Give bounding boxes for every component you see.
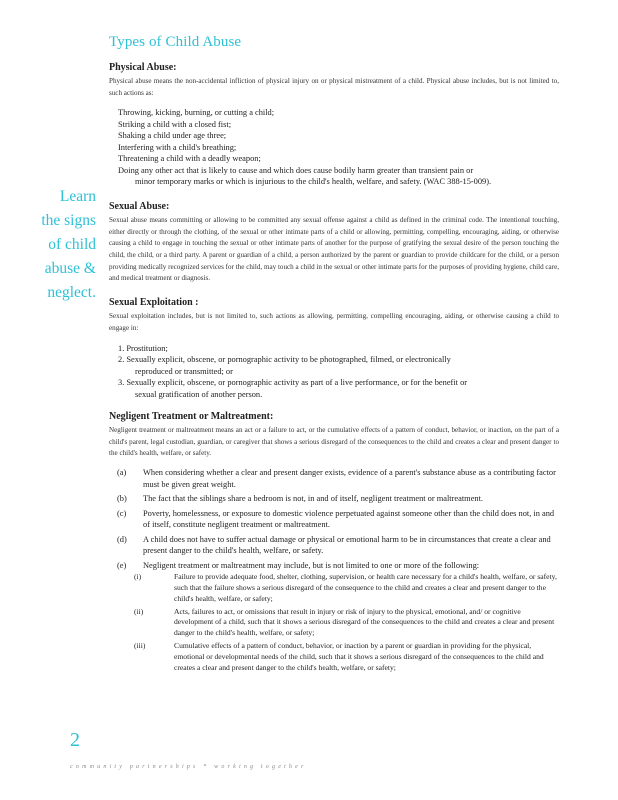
sidebar-line: abuse & <box>44 260 96 277</box>
list-item: Doing any other act that is likely to cause and which does cause bodily harm greater than transient pain or <box>118 165 474 175</box>
footer-tagline: community partnerships * working together <box>70 764 307 770</box>
sidebar-line: Learn <box>59 188 96 205</box>
list-item-continuation: minor temporary marks or which is injurious to the child's health, welfare, and safety. (WAC 388-15-009). <box>135 177 492 187</box>
list-item: Shaking a child under age three; <box>118 131 227 141</box>
list-item <box>109 607 559 639</box>
list-item: 1. Prostitution; <box>118 343 168 353</box>
list-item-text: When considering whether a clear and present danger exists, evidence of a parent's substance abuse as a contributing factor must be given great weight. <box>143 468 556 489</box>
list-item-continuation: reproduced or transmitted; or <box>135 366 233 376</box>
list-item: Striking a child with a closed fist; <box>118 119 232 129</box>
list-item-continuation: sexual gratification of another person. <box>135 389 263 399</box>
sidebar-line: neglect. <box>47 284 96 301</box>
sidebar-line: the signs <box>41 212 96 229</box>
list-item: Throwing, kicking, burning, or cutting a child; <box>118 108 275 118</box>
sexual-abuse-heading: Sexual Abuse: <box>109 200 170 212</box>
list-item-text: Poverty, homelessness, or exposure to domestic violence perpetuated against someone other than the child does not, in and of itself, constitute negligent treatment or maltreatment. <box>143 508 555 530</box>
sidebar-line: of child <box>48 236 96 253</box>
list-item-label: (a) <box>117 468 127 478</box>
list-item <box>109 467 559 490</box>
list-item-label: (i) <box>134 572 142 582</box>
list-item-text: Failure to provide adequate food, shelter, clothing, supervision, or health care necessary for a child's health, welfare, or safety, such that the failure shows a serious disregard of the consequence to the child and creates a clear and present danger to the child's health, welfare, or safety; <box>174 572 557 603</box>
physical-abuse-list <box>118 107 559 188</box>
list-item-text: Cumulative effects of a pattern of conduct, behavior, or inaction by a parent or guardian in providing for the physical, emotional or developmental needs of the child, such that it shows a serious disregard of the consequences to the child and creates a clear and present danger to the child's health, welfare, or safety; <box>174 640 544 672</box>
sexual-exploitation-paragraph: Sexual exploitation includes, but is not limited to, such actions as allowing, permitting, compelling encouraging, aiding, or otherwise causing a child to engage in: <box>109 312 559 332</box>
list-item-text: The fact that the siblings share a bedroom is not, in and of itself, negligent treatment or maltreatment. <box>143 494 484 504</box>
main-content <box>109 62 559 673</box>
list-item-text: A child does not have to suffer actual damage or physical or emotional harm to be in circumstances that create a clear and present danger to the child's health, welfare, or safety. <box>143 534 551 556</box>
list-item <box>109 641 559 673</box>
list-item: 3. Sexually explicit, obscene, or pornographic activity as part of a live performance, or for the benefit or <box>118 378 468 388</box>
list-item <box>109 508 559 531</box>
page-number: 2 <box>70 729 80 751</box>
list-item: 2. Sexually explicit, obscene, or pornographic activity to be photographed, filmed, or electronically <box>118 355 451 365</box>
list-item-text: Acts, failures to act, or omissions that result in injury or risk of injury to the physical, emotional, and/ or cognitive development of a child, such that it shows a serious disregard of the consequences to the child and creates a clear and present danger to the child's health, welfare, or safety; <box>174 606 555 638</box>
list-item <box>109 493 559 505</box>
list-item-label: (iii) <box>134 640 146 650</box>
list-item-label: (ii) <box>134 606 144 616</box>
sexual-exploitation-list <box>118 343 559 401</box>
list-item: Threatening a child with a deadly weapon; <box>118 154 261 164</box>
physical-abuse-paragraph: Physical abuse means the non-accidental infliction of physical injury on or physical mistreatment of a child. Physical abuse includes, but is not limited to, such actions as: <box>109 77 559 97</box>
sexual-abuse-paragraph: Sexual abuse means committing or allowing to be committed any sexual offense against a child as defined in the criminal code. The intentional touching, either directly or through the clothing, of the sexual or other intimate parts of a child or allowing, permitting, compelling, encouraging, aiding, or otherwise causing a child to engage in touching the sexual or other intimate parts of another for the purpose of gratifying the sexual desire of the person touching the child, the child, or a third party. A parent or guardian of a child, a person authorized by the parent or guardian to provide childcare for the child, or a person providing medically recognized services for the child, may touch a child in the sexual or other intimate parts for the purposes of providing hygiene, child care, and medical treatment or diagnosis. <box>109 215 559 283</box>
list-item <box>109 560 559 572</box>
list-item <box>109 572 559 604</box>
list-item-text: Negligent treatment or maltreatment may include, but is not limited to one or more of the following: <box>143 560 480 570</box>
list-item: Interfering with a child's breathing; <box>118 142 237 152</box>
page-title: Types of Child Abuse <box>109 34 242 50</box>
sexual-exploitation-heading: Sexual Exploitation : <box>109 297 199 309</box>
list-item-label: (d) <box>117 534 127 544</box>
list-item-label: (b) <box>117 494 127 504</box>
list-item <box>109 534 559 557</box>
sidebar-callout <box>20 185 96 305</box>
list-item-label: (e) <box>117 560 127 570</box>
physical-abuse-heading: Physical Abuse: <box>109 62 177 73</box>
negligent-treatment-heading: Negligent Treatment or Maltreatment: <box>109 411 274 423</box>
negligent-treatment-paragraph: Negligent treatment or maltreatment means an act or a failure to act, or the cumulative effects of a pattern of conduct, behavior, or inaction, on the part of a child's parent, legal custodian, guardian, or caregiver that shows a serious disregard of the consequences to the child and creates a clear and present danger to the child's health, welfare, or safety. <box>109 426 559 458</box>
list-item-label: (c) <box>117 508 127 518</box>
negligent-treatment-list <box>109 467 559 673</box>
